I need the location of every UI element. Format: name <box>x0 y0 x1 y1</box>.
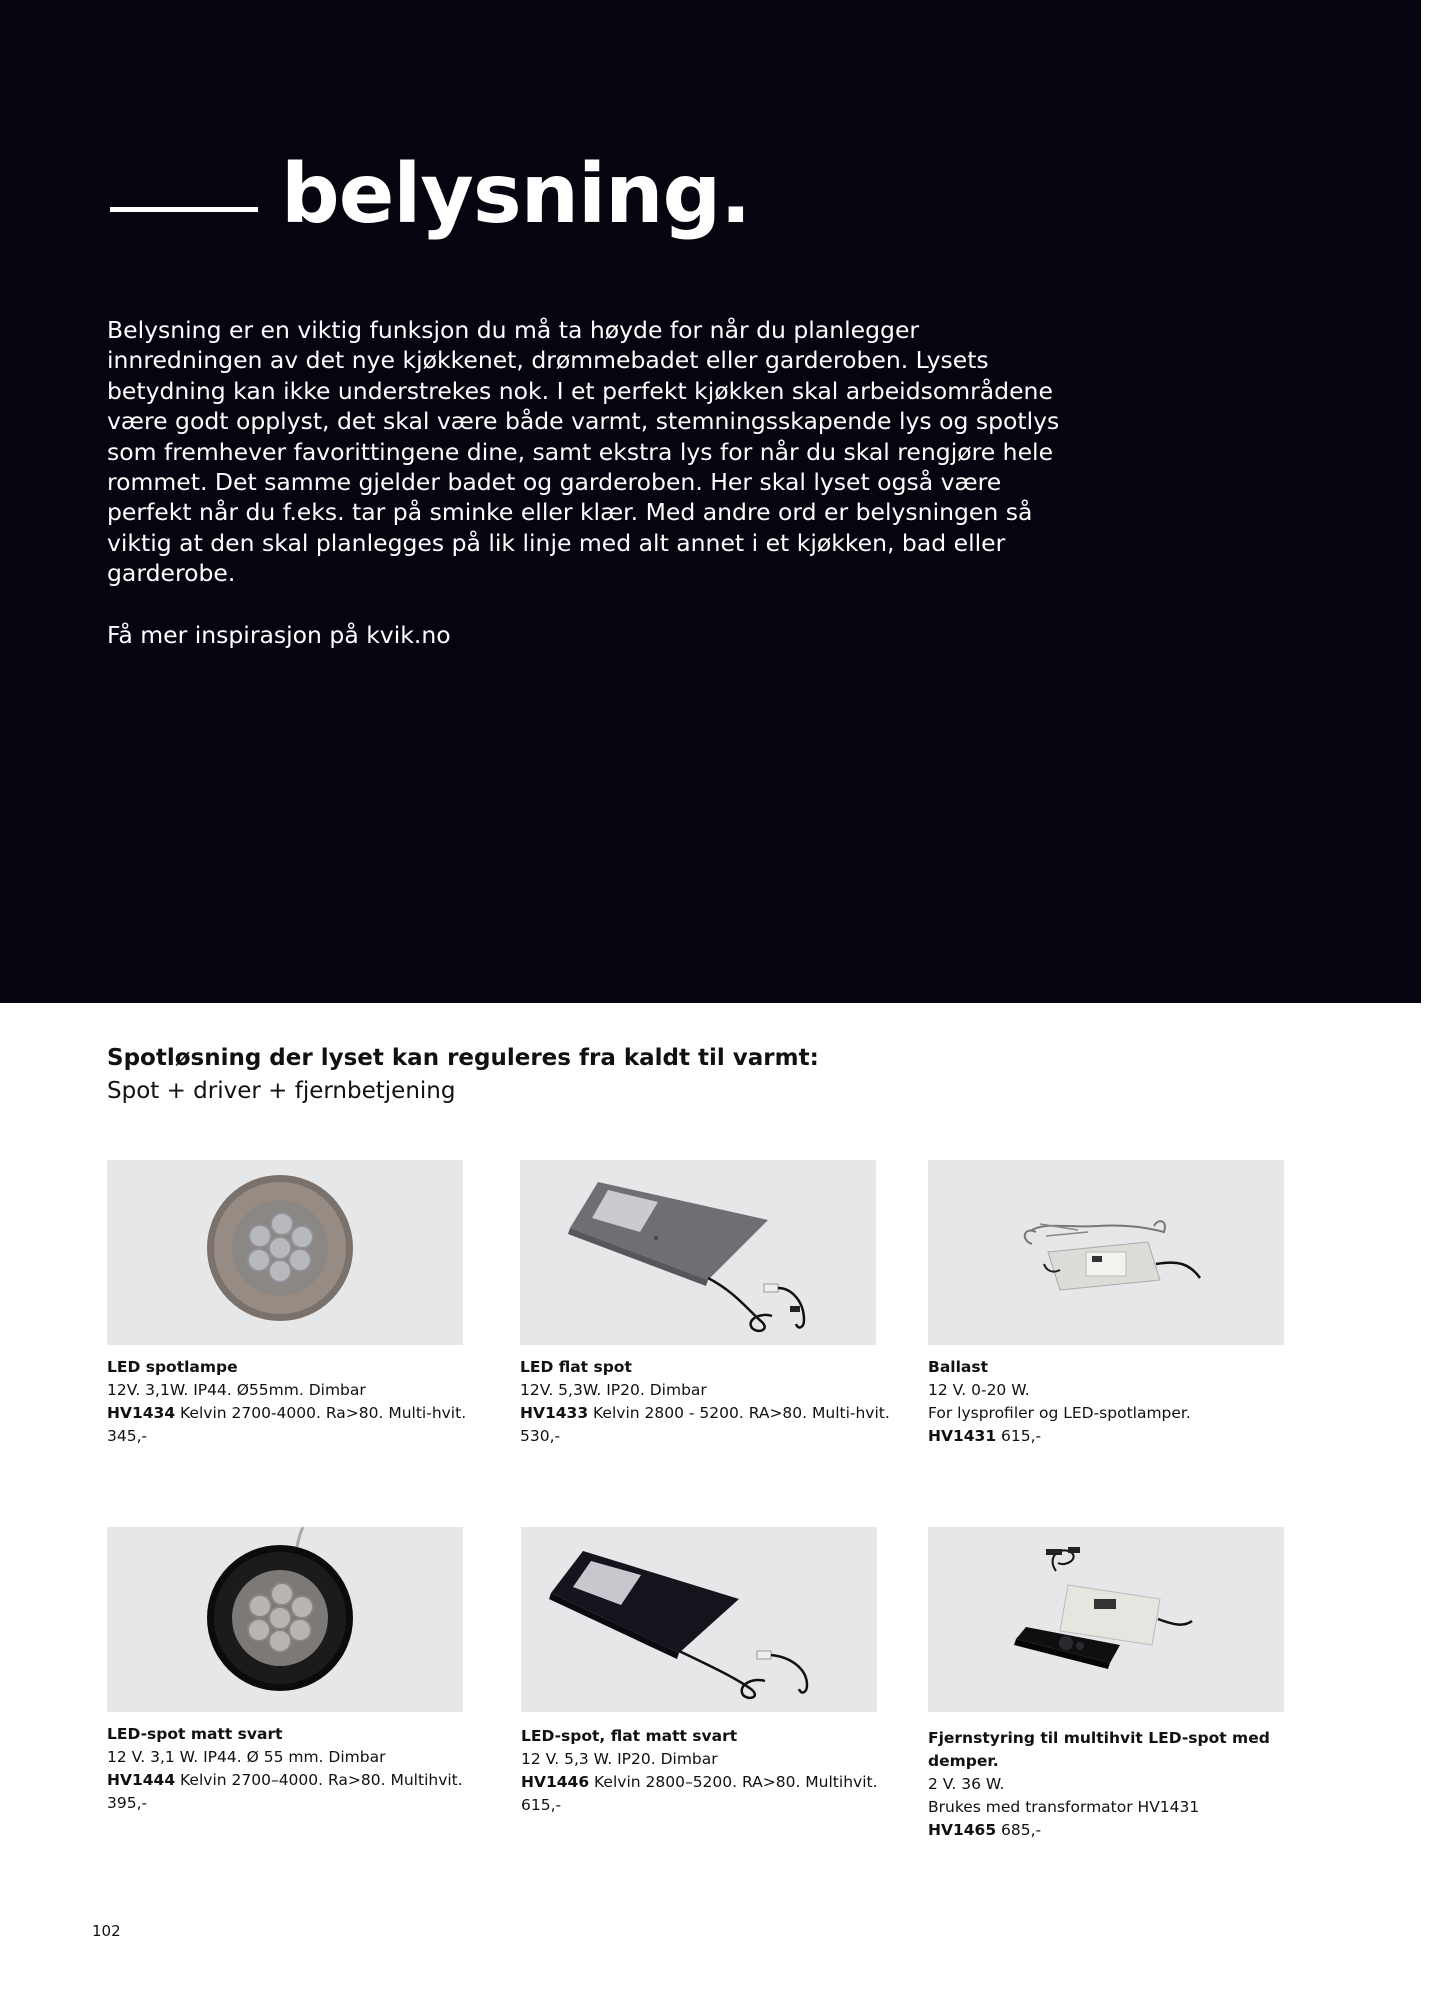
product-image-led-spot-flat-matt-svart <box>521 1527 877 1712</box>
ballast-driver-icon <box>928 1160 1284 1345</box>
title-dash-rule <box>110 207 258 212</box>
product-spec: 12 V. 0-20 W. <box>928 1381 1030 1399</box>
page-number: 102 <box>92 1922 121 1940</box>
product-code: HV1434 <box>107 1404 176 1422</box>
product-image-led-spot-matt-svart <box>107 1527 463 1712</box>
product-code: HV1465 <box>928 1821 997 1839</box>
product-info-led-spot-matt-svart <box>107 1723 487 1815</box>
product-image-led-flat-spot <box>520 1160 876 1345</box>
remote-control-dimmer-icon <box>928 1527 1284 1712</box>
flat-spot-silver-icon <box>520 1160 876 1345</box>
product-price: 395,- <box>107 1794 148 1812</box>
product-name: Ballast <box>928 1358 988 1376</box>
product-info-led-flat-spot <box>520 1356 900 1448</box>
product-spec: 12 V. 3,1 W. IP44. Ø 55 mm. Dimbar <box>107 1748 386 1766</box>
page-title: belysning. <box>281 147 751 242</box>
product-code-line <box>928 1425 1308 1448</box>
product-detail: Kelvin 2700-4000. Ra>80. Multi-hvit. <box>175 1404 467 1422</box>
product-code-line <box>107 1769 487 1792</box>
product-price: 685,- <box>996 1821 1042 1839</box>
product-info-fjernstyring <box>928 1727 1308 1842</box>
product-info-led-spotlampe <box>107 1356 487 1448</box>
product-spec: 2 V. 36 W. <box>928 1775 1005 1793</box>
product-detail: Kelvin 2700–4000. Ra>80. Multihvit. <box>175 1771 463 1789</box>
product-price: 345,- <box>107 1427 148 1445</box>
product-code-line <box>928 1819 1308 1842</box>
product-note: Brukes med transformator HV1431 <box>928 1798 1200 1816</box>
product-code: HV1433 <box>520 1404 589 1422</box>
product-name: LED spotlampe <box>107 1358 238 1376</box>
section-heading: Spotløsning der lyset kan reguleres fra kaldt til varmt: <box>107 1045 819 1071</box>
product-name: LED-spot, flat matt svart <box>521 1727 738 1745</box>
product-name-line1: Fjernstyring til multihvit LED-spot med <box>928 1729 1270 1747</box>
product-detail: Kelvin 2800 - 5200. RA>80. Multi-hvit. <box>588 1404 890 1422</box>
hero-banner <box>0 0 1421 1003</box>
product-price: 615,- <box>521 1796 562 1814</box>
product-code: HV1444 <box>107 1771 176 1789</box>
product-price: 530,- <box>520 1427 561 1445</box>
intro-paragraph: Belysning er en viktig funksjon du må ta høyde for når du planlegger innredningen av det nye kjøkkenet, drømmebadet eller garderoben. Lysets betydning kan ikke understrekes nok. I et perfekt kjøkken skal arbeidsområdene være godt opplyst, det skal være både varmt, stemningsskapende lys og spotlys som fremhever favorittingene dine, samt ekstra lys for når du skal rengjøre hele rommet. Det samme gjelder badet og garderoben. Her skal lyset også være perfekt når du f.eks. tar på sminke eller klær. Med andre ord er belysningen så viktig at den skal planlegges på lik linje med alt annet i et kjøkken, bad eller garderobe. <box>107 316 1060 588</box>
product-note: For lysprofiler og LED-spotlamper. <box>928 1404 1191 1422</box>
product-detail: Kelvin 2800–5200. RA>80. Multihvit. <box>589 1773 878 1791</box>
product-price: 615,- <box>996 1427 1042 1445</box>
section-subheading: Spot + driver + fjernbetjening <box>107 1078 456 1104</box>
product-code-line <box>107 1402 487 1425</box>
product-info-ballast <box>928 1356 1308 1448</box>
product-code-line <box>520 1402 900 1425</box>
product-name-line2: demper. <box>928 1752 999 1770</box>
product-code-line <box>521 1771 901 1794</box>
product-code: HV1431 <box>928 1427 997 1445</box>
product-info-led-spot-flat-matt-svart <box>521 1725 901 1817</box>
product-name: LED flat spot <box>520 1358 632 1376</box>
round-spotlight-silver-icon <box>107 1160 463 1345</box>
product-code: HV1446 <box>521 1773 590 1791</box>
round-spotlight-black-icon <box>107 1527 463 1712</box>
inspiration-link-text: Få mer inspirasjon på kvik.no <box>107 621 451 649</box>
product-name: LED-spot matt svart <box>107 1725 283 1743</box>
flat-spot-black-icon <box>521 1527 877 1712</box>
product-spec: 12V. 3,1W. IP44. Ø55mm. Dimbar <box>107 1381 366 1399</box>
product-spec: 12 V. 5,3 W. IP20. Dimbar <box>521 1750 718 1768</box>
product-image-led-spotlampe <box>107 1160 463 1345</box>
product-spec: 12V. 5,3W. IP20. Dimbar <box>520 1381 707 1399</box>
product-image-fjernstyring <box>928 1527 1284 1712</box>
product-image-ballast <box>928 1160 1284 1345</box>
